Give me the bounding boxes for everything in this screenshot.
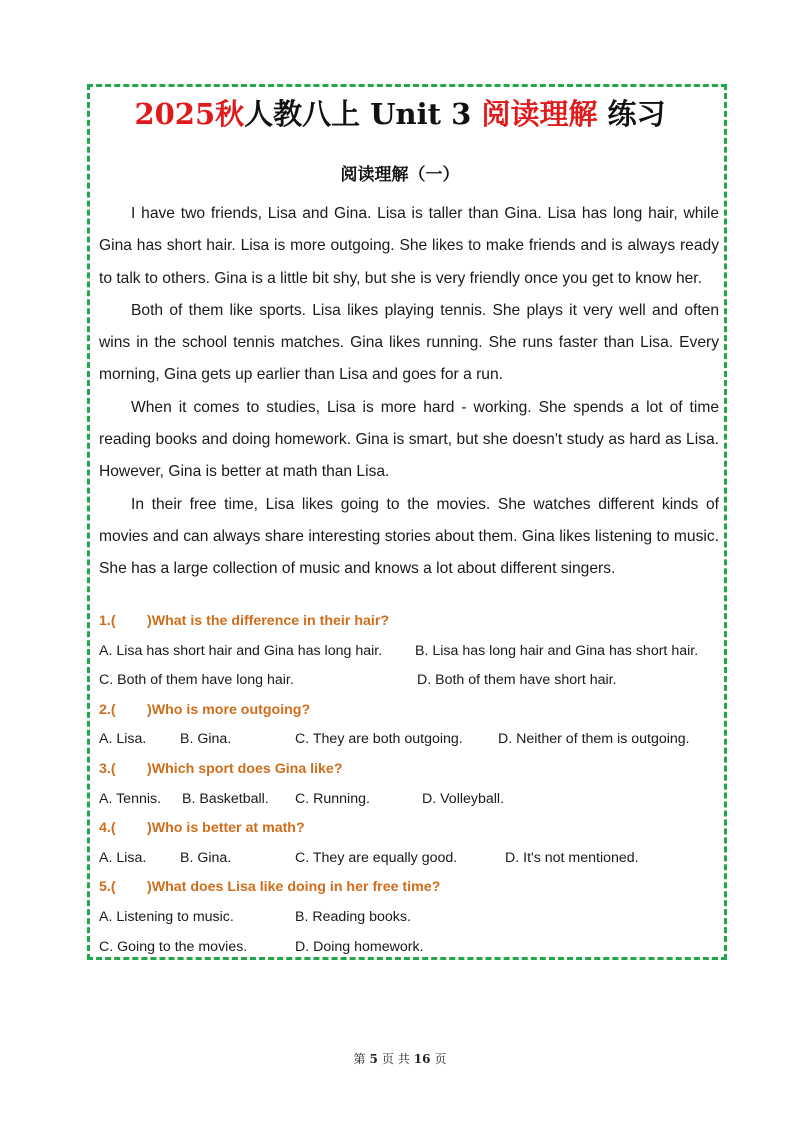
footer-prefix: 第: [353, 1052, 366, 1066]
title-suffix: 练习: [597, 97, 666, 131]
question-text: )What does Lisa like doing in her free time?: [147, 879, 441, 896]
passage-paragraph: Both of them like sports. Lisa likes playing tennis. She plays it very well and often wins in the school tennis matches. Gina likes running. She runs faster than Lisa. Every morning, Gina gets up earlier than Lisa and goes for a run.: [99, 301, 719, 384]
option-a[interactable]: A. Lisa.: [99, 731, 147, 748]
footer-page-number: 5: [369, 1052, 378, 1066]
options-row: [99, 933, 719, 963]
question-5: [99, 873, 719, 903]
option-a[interactable]: A. Tennis.: [99, 790, 162, 807]
option-c[interactable]: C. Going to the movies.: [99, 938, 248, 955]
option-c[interactable]: C. Both of them have long hair.: [99, 672, 294, 689]
options-row: [99, 725, 719, 755]
option-d[interactable]: D. Volleyball.: [422, 790, 505, 807]
question-text: )Which sport does Gina like?: [147, 760, 343, 777]
question-text: )What is the difference in their hair?: [147, 613, 390, 629]
question-text: )Who is better at math?: [147, 820, 305, 837]
title-course: 人教八上 Unit 3: [244, 97, 482, 131]
question-number: 2.(: [99, 701, 116, 718]
option-d[interactable]: D. Both of them have short hair.: [417, 672, 617, 689]
title-year: 2025: [134, 97, 216, 131]
options-row: [99, 785, 719, 815]
footer-middle: 页 共: [381, 1052, 410, 1066]
options-row: [99, 903, 719, 933]
question-4: [99, 814, 719, 844]
option-d[interactable]: D. Doing homework.: [295, 938, 424, 955]
option-d[interactable]: D. It's not mentioned.: [505, 849, 639, 866]
question-number: 5.(: [99, 879, 116, 896]
section-title: 阅读理解（一）: [340, 165, 460, 185]
options-row: [99, 637, 719, 667]
footer-total-pages: 16: [413, 1052, 431, 1066]
option-b[interactable]: B. Basketball.: [182, 790, 269, 807]
passage-paragraph: When it comes to studies, Lisa is more hard - working. She spends a lot of time reading books and doing homework. Gina is smart, but she doesn't study as hard as Lisa. However, Gina is better at math than Lisa.: [99, 398, 719, 481]
option-a[interactable]: A. Listening to music.: [99, 908, 234, 925]
title-season: 秋: [215, 97, 245, 131]
option-d[interactable]: D. Neither of them is outgoing.: [498, 731, 690, 748]
passage-paragraph: In their free time, Lisa likes going to the movies. She watches different kinds of movies and can always share interesting stories about them. Gina likes listening to music. She has a large collection of music and knows a lot about different singers.: [99, 495, 719, 578]
option-c[interactable]: C. Running.: [295, 790, 370, 807]
question-list: [99, 607, 719, 962]
page-footer: [0, 1050, 800, 1067]
option-b[interactable]: B. Lisa has long hair and Gina has short hair.: [415, 642, 699, 659]
option-a[interactable]: A. Lisa.: [99, 849, 147, 866]
title-topic: 阅读理解: [481, 97, 598, 131]
option-a[interactable]: A. Lisa has short hair and Gina has long hair.: [99, 642, 383, 659]
question-number: 3.(: [99, 760, 116, 777]
question-2: [99, 696, 719, 726]
option-c[interactable]: C. They are both outgoing.: [295, 731, 463, 748]
question-number: 1.(: [99, 613, 116, 629]
question-3: [99, 755, 719, 785]
question-number: 4.(: [99, 820, 116, 837]
question-text: )Who is more outgoing?: [147, 701, 311, 718]
page-title: [0, 94, 800, 134]
question-1: [99, 607, 719, 637]
option-b[interactable]: B. Gina.: [180, 849, 232, 866]
passage-paragraph: I have two friends, Lisa and Gina. Lisa is taller than Gina. Lisa has long hair, while Gina has short hair. Lisa is more outgoing. She likes to make friends and is always ready to talk to others. Gina is a little bit shy, but she is very friendly once you get to know her.: [99, 205, 719, 287]
option-c[interactable]: C. They are equally good.: [295, 849, 458, 866]
options-row: [99, 844, 719, 874]
reading-passage: [99, 198, 719, 586]
option-b[interactable]: B. Gina.: [180, 731, 232, 748]
options-row: [99, 666, 719, 696]
footer-suffix: 页: [434, 1052, 447, 1066]
option-b[interactable]: B. Reading books.: [295, 908, 411, 925]
